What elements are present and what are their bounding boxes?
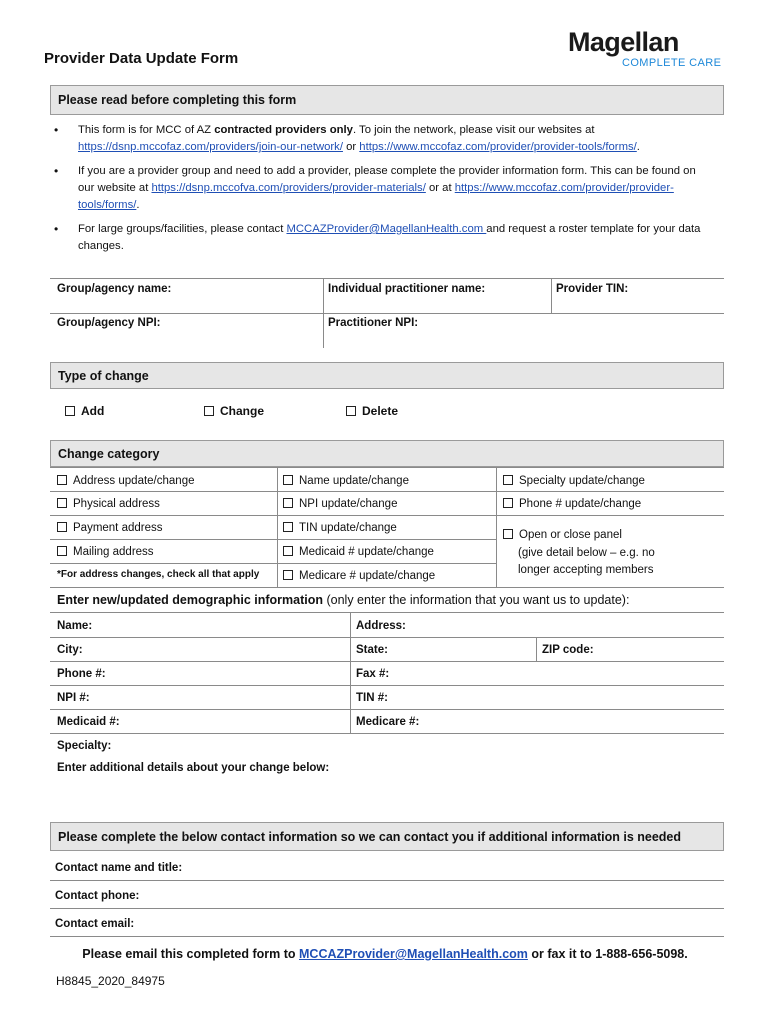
mailing-address-checkbox[interactable]: Mailing address xyxy=(57,545,154,559)
medicaid-field[interactable]: Medicaid #: xyxy=(57,716,120,728)
medicaid-update-checkbox[interactable]: Medicaid # update/change xyxy=(283,545,434,559)
address-update-checkbox[interactable]: Address update/change xyxy=(57,474,194,488)
type-of-change-header: Type of change xyxy=(50,362,724,389)
page-title: Provider Data Update Form xyxy=(44,50,239,67)
address-note: *For address changes, check all that apply xyxy=(57,569,260,580)
change-category-header: Change category xyxy=(50,440,724,467)
checkbox-icon xyxy=(503,475,513,485)
medicare-update-checkbox[interactable]: Medicare # update/change xyxy=(283,569,435,583)
delete-checkbox[interactable]: Delete xyxy=(346,404,398,418)
panel-detail-text: (give detail below – e.g. no xyxy=(518,547,655,559)
bullet-item: • This form is for MCC of AZ contracted providers only. To join the network, please visit our websites at https://dsnp.mccofaz.com/providers/join-our-network/ or https://www.mccofaz.com/provider/provider-tools/forms/. xyxy=(54,122,704,156)
provider-forms-link[interactable]: https://www.mccofaz.com/provider/provider-tools/forms/ xyxy=(359,141,637,153)
provider-materials-link[interactable]: https://dsnp.mccofva.com/providers/provider-materials/ xyxy=(151,182,426,194)
group-npi-field[interactable]: Group/agency NPI: xyxy=(57,317,161,329)
submission-instructions: Please email this completed form to MCCAZProvider@MagellanHealth.com or fax it to 1-888-656-5098. xyxy=(82,947,688,961)
checkbox-icon xyxy=(503,529,513,539)
additional-details-field[interactable]: Enter additional details about your change below: xyxy=(57,762,330,774)
tin-field[interactable]: TIN #: xyxy=(356,692,388,704)
checkbox-icon xyxy=(57,546,67,556)
checkbox-icon xyxy=(346,406,356,416)
add-checkbox[interactable]: Add xyxy=(65,404,104,418)
checkbox-icon xyxy=(57,522,67,532)
city-field[interactable]: City: xyxy=(57,644,83,656)
npi-field[interactable]: NPI #: xyxy=(57,692,90,704)
checkbox-icon xyxy=(283,546,293,556)
specialty-update-checkbox[interactable]: Specialty update/change xyxy=(503,474,645,488)
checkbox-icon xyxy=(503,498,513,508)
provider-forms-link-2[interactable]: https://www.mccofaz.com/provider/provider-tools/forms/ xyxy=(78,182,674,211)
provider-tin-field[interactable]: Provider TIN: xyxy=(556,283,629,295)
individual-name-field[interactable]: Individual practitioner name: xyxy=(328,283,486,295)
name-field[interactable]: Name: xyxy=(57,620,93,632)
intro-bullets xyxy=(54,122,704,262)
bullet-item: • If you are a provider group and need to add a provider, please complete the provider information form. This can be found on our website at https://dsnp.mccofva.com/providers/provider-materials/ or at https://www.mccofaz.com/provider/provider-tools/forms/. xyxy=(54,163,704,214)
join-network-link[interactable]: https://dsnp.mccofaz.com/providers/join-our-network/ xyxy=(78,141,343,153)
form-code: H8845_2020_84975 xyxy=(56,974,165,988)
open-close-panel-checkbox[interactable]: Open or close panel xyxy=(503,528,622,542)
contact-email-field[interactable]: Contact email: xyxy=(55,918,135,930)
intro-header: Please read before completing this form xyxy=(50,85,724,115)
payment-address-checkbox[interactable]: Payment address xyxy=(57,521,163,535)
practitioner-npi-field[interactable]: Practitioner NPI: xyxy=(328,317,419,329)
npi-update-checkbox[interactable]: NPI update/change xyxy=(283,497,397,511)
state-field[interactable]: State: xyxy=(356,644,388,656)
phone-field[interactable]: Phone #: xyxy=(57,668,106,680)
checkbox-icon xyxy=(57,475,67,485)
checkbox-icon xyxy=(57,498,67,508)
checkbox-icon xyxy=(283,498,293,508)
group-name-field[interactable]: Group/agency name: xyxy=(57,283,172,295)
provider-email-link[interactable]: MCCAZProvider@MagellanHealth.com xyxy=(286,223,487,235)
address-field[interactable]: Address: xyxy=(356,620,406,632)
demographic-header: Enter new/updated demographic information (only enter the information that you want us to update): xyxy=(57,593,630,607)
medicare-field[interactable]: Medicare #: xyxy=(356,716,420,728)
specialty-field[interactable]: Specialty: xyxy=(57,740,112,752)
submit-email-link[interactable]: MCCAZProvider@MagellanHealth.com xyxy=(299,947,528,961)
change-checkbox[interactable]: Change xyxy=(204,404,264,418)
contact-phone-field[interactable]: Contact phone: xyxy=(55,890,140,902)
fax-field[interactable]: Fax #: xyxy=(356,668,390,680)
bullet-item: • For large groups/facilities, please contact MCCAZProvider@MagellanHealth.com and request a roster template for your data changes. xyxy=(54,221,704,255)
contact-header: Please complete the below contact information so we can contact you if additional information is needed xyxy=(50,822,724,851)
checkbox-icon xyxy=(283,522,293,532)
tin-update-checkbox[interactable]: TIN update/change xyxy=(283,521,397,535)
physical-address-checkbox[interactable]: Physical address xyxy=(57,497,160,511)
checkbox-icon xyxy=(204,406,214,416)
panel-detail-text: longer accepting members xyxy=(518,564,654,576)
checkbox-icon xyxy=(283,475,293,485)
zip-field[interactable]: ZIP code: xyxy=(542,644,594,656)
magellan-logo: Magellan COMPLETE CARE xyxy=(568,27,722,69)
phone-update-checkbox[interactable]: Phone # update/change xyxy=(503,497,641,511)
name-update-checkbox[interactable]: Name update/change xyxy=(283,474,409,488)
checkbox-icon xyxy=(283,570,293,580)
contact-name-field[interactable]: Contact name and title: xyxy=(55,862,183,874)
checkbox-icon xyxy=(65,406,75,416)
